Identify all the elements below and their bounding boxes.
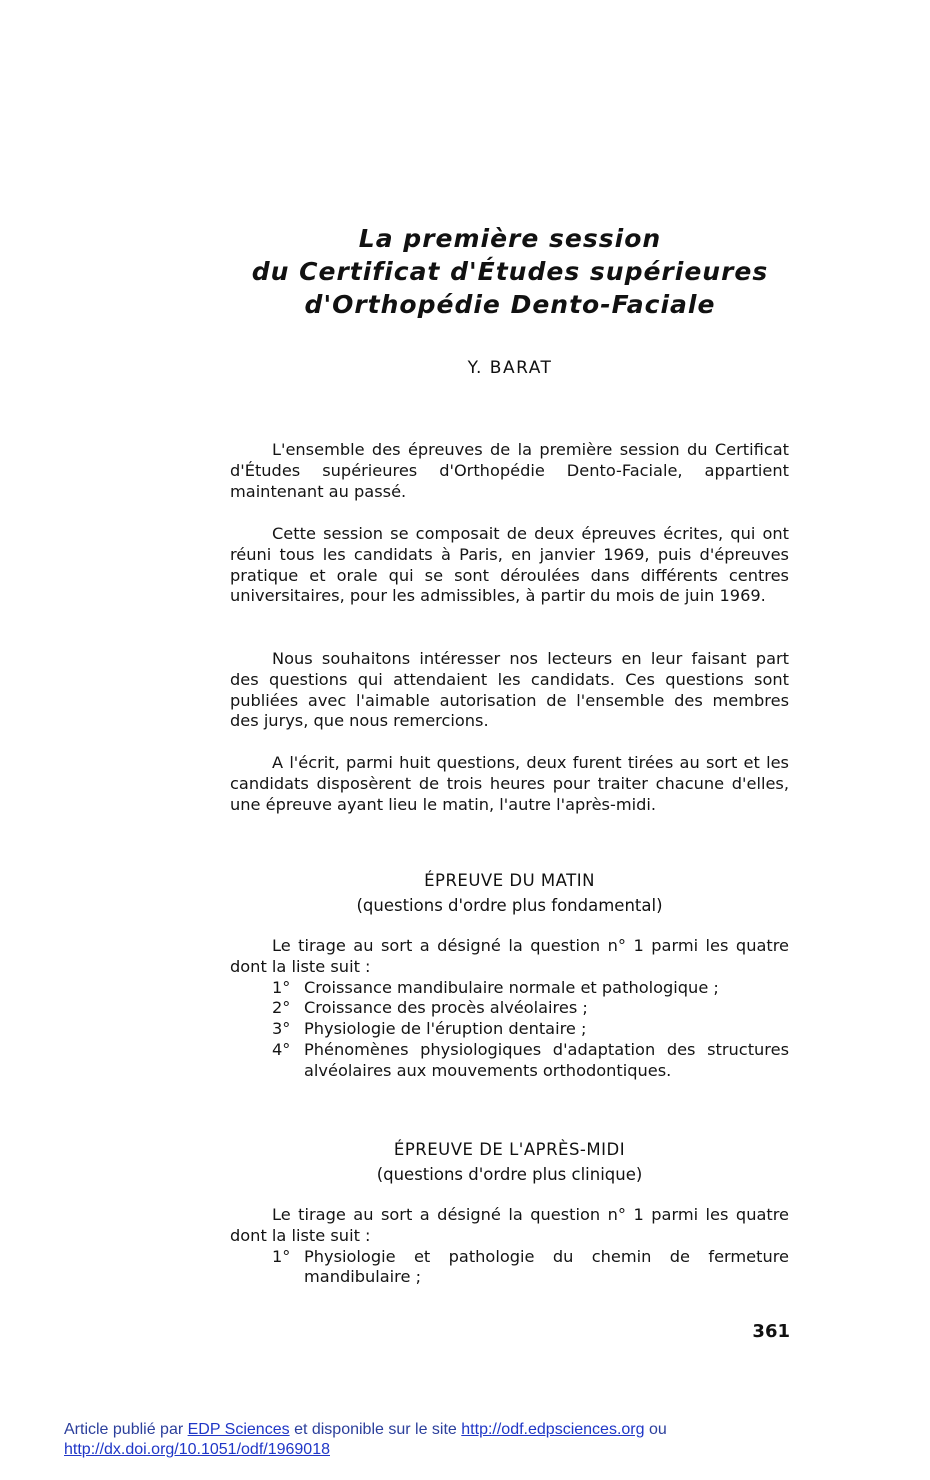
doi-link[interactable]: http://dx.doi.org/10.1051/odf/1969018 [64, 1441, 330, 1458]
list-item-number: 1° [272, 977, 291, 997]
afternoon-section-body [230, 1205, 789, 1288]
list-item-number: 2° [272, 998, 291, 1018]
afternoon-intro: Le tirage au sort a désigné la question n° 1 parmi les quatre dont la liste suit : [230, 1205, 789, 1245]
list-item-text: Physiologie de l'éruption dentaire ; [304, 1019, 587, 1039]
section-morning-heading [230, 868, 789, 918]
morning-heading: ÉPREUVE DU MATIN [424, 871, 595, 890]
paragraph-1-block [230, 440, 789, 502]
morning-intro: Le tirage au sort a désigné la question n° 1 parmi les quatre dont la liste suit : [230, 936, 789, 976]
afternoon-heading: ÉPREUVE DE L'APRÈS-MIDI [393, 1140, 626, 1159]
footer-line-1 [64, 1420, 667, 1440]
site-link[interactable]: http://odf.edpsciences.org [461, 1421, 645, 1438]
footer-middle: et disponible sur le site [294, 1421, 457, 1438]
paragraph-4: A l'écrit, parmi huit questions, deux furent tirées au sort et les candidats disposèrent de trois heures pour traiter chacune d'elles, une épreuve ayant lieu le matin, l'autre l'après-midi. [230, 753, 789, 814]
list-item [230, 998, 789, 1019]
paragraph-2: Cette session se composait de deux épreuves écrites, qui ont réuni tous les candidats à Paris, en janvier 1969, puis d'épreuves pratique et orale qui se sont déroulées dans différents centres universitaires, pour les admissibles, à partir du mois de juin 1969. [230, 524, 789, 606]
paragraph-3: Nous souhaitons intéresser nos lecteurs en leur faisant part des questions qui attendaient les candidats. Ces questions sont publiées avec l'aimable autorisation de l'ensemble des membres des jurys, que nous remercions. [230, 649, 789, 731]
publication-footer [64, 1420, 667, 1460]
title-line-3: d'Orthopédie Dento-Faciale [304, 290, 716, 319]
page-number: 361 [752, 1321, 790, 1342]
title-line-1: La première session [358, 224, 662, 253]
morning-section-body [230, 936, 789, 1082]
list-item [230, 1019, 789, 1040]
footer-suffix: ou [648, 1421, 667, 1438]
list-item-text: Phénomènes physiologiques d'adaptation des structures alvéolaires aux mouvements orthodontiques. [304, 1039, 789, 1080]
list-item-text: Physiologie et pathologie du chemin de fermeture mandibulaire ; [304, 1246, 789, 1287]
list-item-text: Croissance des procès alvéolaires ; [304, 998, 588, 1018]
section-afternoon-heading [230, 1137, 789, 1187]
morning-question-list [230, 978, 789, 1082]
paragraph-4-block [230, 753, 789, 815]
list-item [230, 1040, 789, 1082]
footer-line-2 [64, 1440, 667, 1460]
paragraph-3-block [230, 649, 789, 732]
author-name: Y. BARAT [467, 358, 553, 378]
paragraph-2-block [230, 524, 789, 607]
morning-subheading: (questions d'ordre plus fondamental) [356, 896, 663, 915]
publisher-link[interactable]: EDP Sciences [187, 1421, 290, 1438]
paragraph-1: L'ensemble des épreuves de la première session du Certificat d'Études supérieures d'Orthopédie Dento-Faciale, appartient maintenant au passé. [230, 440, 789, 501]
list-item-number: 4° [272, 1039, 291, 1059]
list-item-text: Croissance mandibulaire normale et pathologique ; [304, 977, 719, 997]
list-item-number: 3° [272, 1019, 291, 1039]
title-line-2: du Certificat d'Études supérieures [251, 257, 769, 286]
list-item-number: 1° [272, 1246, 291, 1266]
list-item [230, 1247, 789, 1289]
footer-prefix: Article publié par [64, 1421, 184, 1438]
afternoon-question-list [230, 1247, 789, 1289]
afternoon-subheading: (questions d'ordre plus clinique) [376, 1165, 643, 1184]
article-title [160, 222, 860, 321]
list-item [230, 978, 789, 999]
